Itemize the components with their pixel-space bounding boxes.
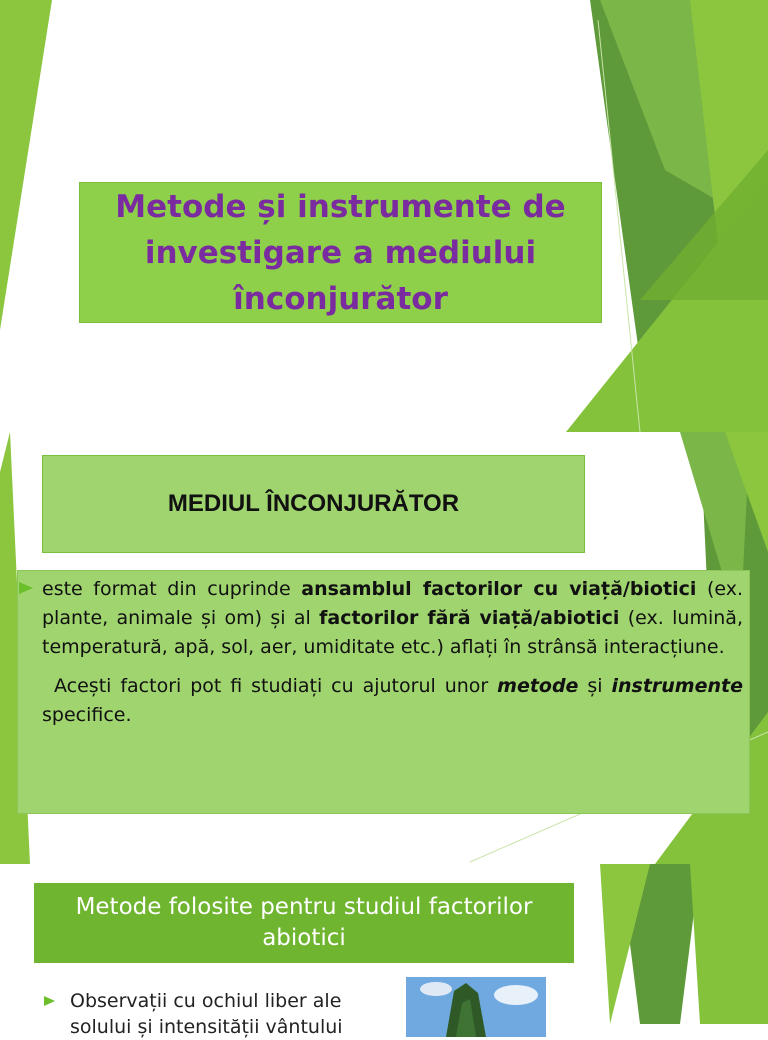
definition-text-2: (ex. plante, animale și om) și al [42,578,744,629]
slide-2 [0,432,768,864]
environment-description-box [17,570,750,814]
study-text-2: și [578,675,612,697]
bullet-arrow-icon [19,582,33,594]
methods-word: metode [497,675,579,697]
environment-heading-box [42,455,585,553]
tree-photo [406,977,546,1037]
study-text-1: Acești factori pot fi studiați cu ajutorul unor [54,675,498,697]
study-methods-sentence [42,672,743,730]
observation-bullet-text: Observații cu ochiul liber ale solului și intensității vântului [70,990,343,1038]
slide-1-title [79,182,602,323]
slide-3 [0,864,768,1038]
study-text-3: specifice. [42,704,132,726]
slide-3-title [34,883,574,963]
slide-3-title-text: Metode folosite pentru studiul factorilor abiotici [75,894,533,951]
observation-bullet [44,988,374,1040]
biotic-factors-text: ansamblul factorilor cu viață/biotici [301,578,697,600]
abiotic-factors-text: factorilor fără viață/abiotici [319,607,620,629]
definition-text-1: este format din cuprinde [42,578,302,600]
definition-text-3: (ex. lumină, temperatură, apă, sol, aer, umiditate etc.) aflați în strânsă interacțiune. [42,607,743,658]
slide-1-title-text: Metode și instrumente de investigare a mediului înconjurător [115,188,566,317]
environment-definition [42,575,743,662]
bullet-arrow-icon [44,996,55,1006]
environment-heading: MEDIUL ÎNCONJURĂTOR [167,490,460,517]
instruments-word: instrumente [611,675,743,697]
slide-1 [0,0,768,432]
